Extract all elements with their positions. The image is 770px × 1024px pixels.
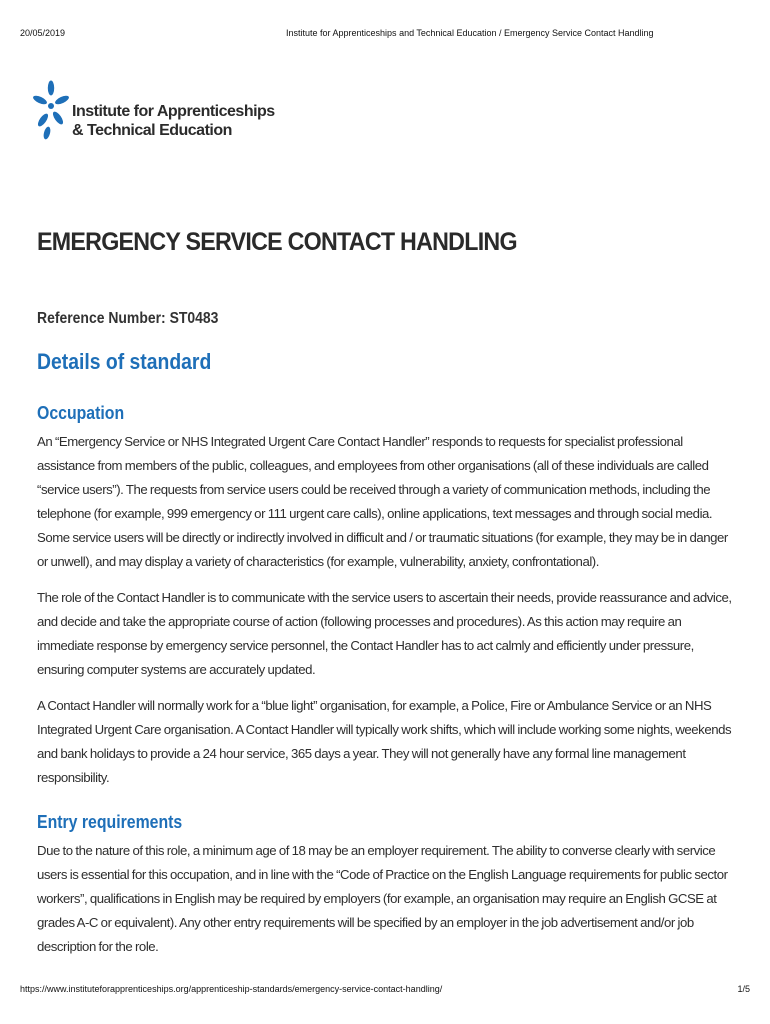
entry-requirements-paragraph: Due to the nature of this role, a minimum age of 18 may be an employer requirement. The ability to converse clearly with service users is essential for this occupation, and in line with the “Code of Practice on the English Language requirements for public sector workers”, qualifications in English may be required by employers (for example, an organisation may require an English GCSE at grades A-C or equivalent). Any other entry requirements will be specified by an employer in the job advertisement and/or job description for the role. bbox=[37, 843, 728, 954]
page-number: 1/5 bbox=[737, 984, 750, 994]
print-page-title: Institute for Apprenticeships and Technical Education / Emergency Service Contact Handling bbox=[286, 28, 654, 38]
print-date: 20/05/2019 bbox=[20, 28, 66, 38]
entry-requirements-heading: Entry requirements bbox=[37, 812, 183, 832]
section-heading-details: Details of standard bbox=[37, 349, 212, 374]
occupation-paragraph-2: The role of the Contact Handler is to communicate with the service users to ascertain their needs, provide reassurance and advice, and decide and take the appropriate course of action (following processes and procedures). As this action may require an immediate response by emergency service personnel, the Contact Handler has to act calmly and efficiently under pressure, ensuring computer systems are accurately updated. bbox=[37, 590, 732, 677]
page-url-link[interactable]: https://www.instituteforapprenticeships.org/apprenticeship-standards/emergency-service-contact-handling/ bbox=[20, 984, 443, 994]
document-content bbox=[37, 225, 737, 959]
institute-logo[interactable] bbox=[33, 78, 273, 148]
logo-line-2: & Technical Education bbox=[72, 122, 232, 139]
logo-line-1: Institute for Apprenticeships bbox=[72, 103, 275, 120]
occupation-heading: Occupation bbox=[37, 403, 125, 423]
print-footer bbox=[20, 984, 750, 998]
page-title: EMERGENCY SERVICE CONTACT HANDLING bbox=[37, 228, 517, 256]
star-icon bbox=[33, 78, 69, 142]
reference-number: Reference Number: ST0483 bbox=[37, 310, 219, 327]
occupation-paragraph-1: An “Emergency Service or NHS Integrated Urgent Care Contact Handler” responds to requests for specialist professional assistance from members of the public, colleagues, and employees from other organisations (all of these individuals are called “service users”). The requests from service users could be received through a variety of communication methods, including the telephone (for example, 999 emergency or 111 urgent care calls), online applications, text messages and through social media. Some service users will be directly or indirectly involved in difficult and / or traumatic situations (for example, they may be in danger or unwell), and may display a variety of characteristics (for example, vulnerability, anxiety, confrontational). bbox=[37, 434, 728, 569]
logo-text bbox=[72, 102, 275, 140]
print-header bbox=[20, 28, 750, 42]
occupation-paragraph-3: A Contact Handler will normally work for a “blue light” organisation, for example, a Police, Fire or Ambulance Service or an NHS Integrated Urgent Care organisation. A Contact Handler will typically work shifts, which will include working some nights, weekends and bank holidays to provide a 24 hour service, 365 days a year. They will not generally have any formal line management responsibility. bbox=[37, 698, 732, 785]
